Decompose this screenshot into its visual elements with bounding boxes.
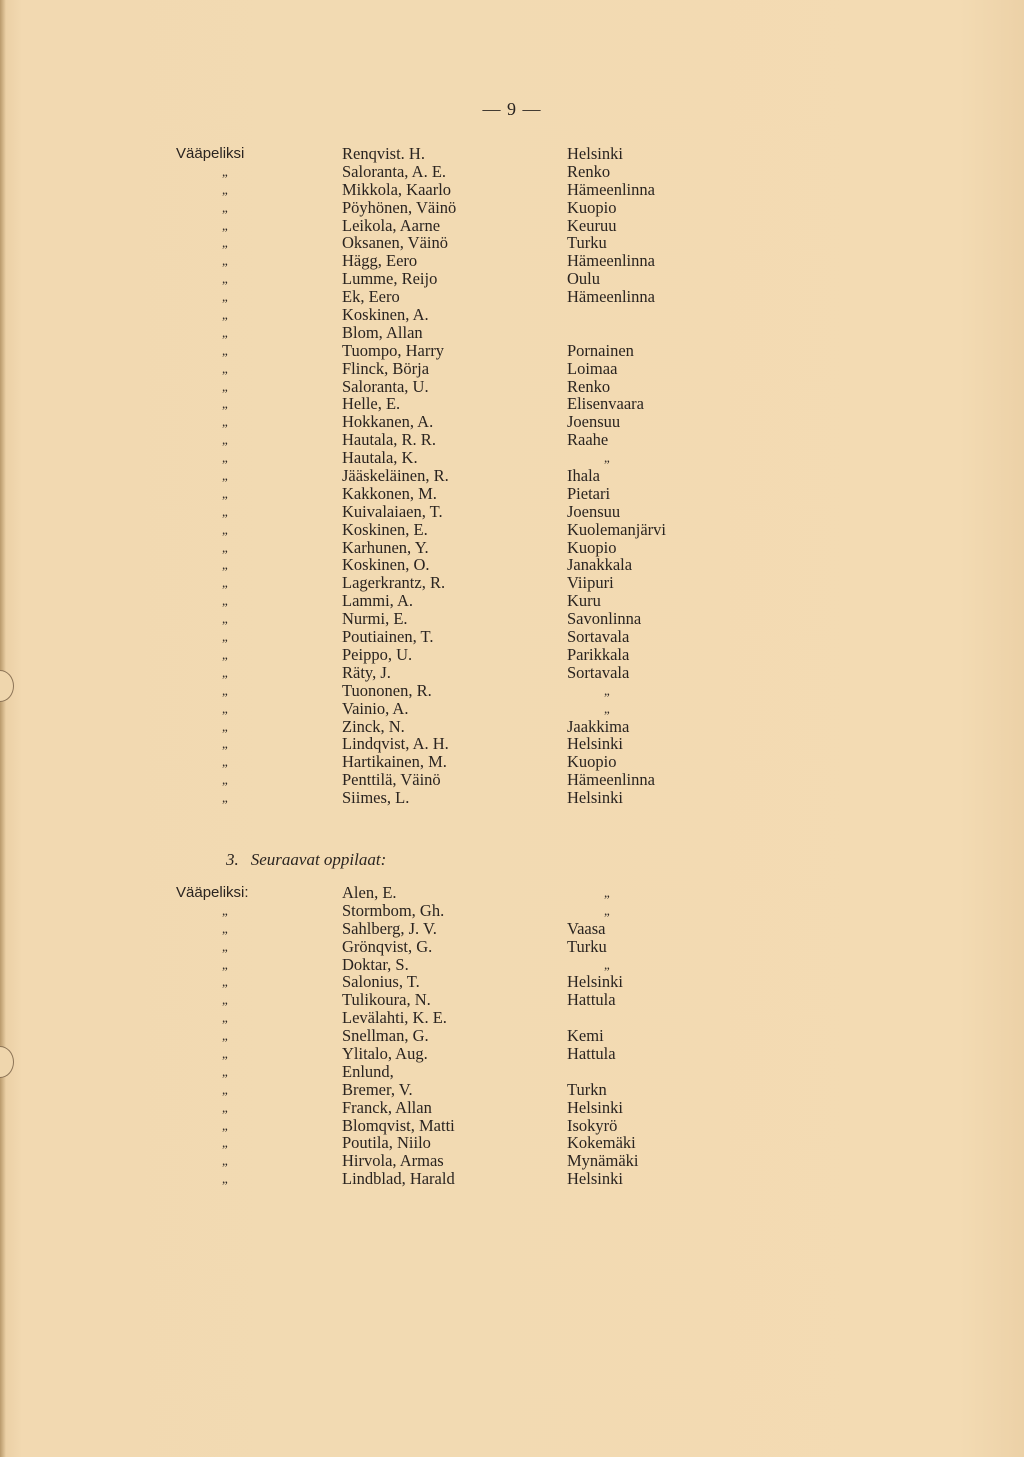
home-place: Hämeenlinna — [567, 770, 655, 790]
home-place: Joensuu — [567, 412, 621, 432]
list-row — [0, 1063, 1024, 1081]
list-row — [0, 771, 1024, 789]
ditto-mark: „ — [222, 163, 228, 179]
person-name: Nurmi, E. — [342, 609, 408, 629]
home-place: Joensuu — [567, 501, 621, 521]
person-name: Penttilä, Väinö — [342, 770, 441, 790]
person-name: Lagerkrantz, R. — [342, 573, 446, 593]
list-row — [0, 252, 1024, 270]
person-name: Hautala, K. — [342, 448, 418, 468]
person-name: Flinck, Börja — [342, 358, 430, 378]
ditto-mark: „ — [222, 521, 228, 537]
rank-label: Vääpeliksi — [176, 145, 245, 162]
list-row — [0, 270, 1024, 288]
ditto-mark: „ — [222, 414, 228, 430]
person-name: Leikola, Aarne — [342, 215, 441, 235]
ditto-mark: „ — [222, 718, 228, 734]
ditto-mark: „ — [222, 790, 228, 806]
list-row — [0, 234, 1024, 252]
ditto-mark: „ — [222, 938, 228, 954]
list-row — [0, 902, 1024, 920]
list-row — [0, 1045, 1024, 1063]
ditto-mark: „ — [222, 629, 228, 645]
person-name: Mikkola, Kaarlo — [342, 179, 452, 199]
home-place: Helsinki — [567, 1097, 623, 1117]
list-row — [0, 938, 1024, 956]
home-place: Kokemäki — [567, 1133, 636, 1153]
list-row — [0, 973, 1024, 991]
home-place: Renko — [567, 376, 611, 396]
ditto-mark: „ — [222, 539, 228, 555]
list-row — [0, 610, 1024, 628]
list-row — [0, 956, 1024, 974]
list-row — [0, 1099, 1024, 1117]
list-row — [0, 556, 1024, 574]
list-row — [0, 574, 1024, 592]
home-place: Janakkala — [567, 555, 633, 575]
home-place: Hattula — [567, 990, 616, 1010]
list-row — [0, 1134, 1024, 1152]
ditto-mark: „ — [222, 396, 228, 412]
home-place: „ — [604, 700, 610, 716]
home-place: Pornainen — [567, 340, 634, 360]
ditto-mark: „ — [222, 664, 228, 680]
person-name: Ek, Eero — [342, 287, 400, 307]
home-place: Helsinki — [567, 788, 623, 808]
list-row — [0, 789, 1024, 807]
home-place: Kemi — [567, 1026, 604, 1046]
person-name: Salonius, T. — [342, 972, 420, 992]
ditto-mark: „ — [222, 217, 228, 233]
home-place: Helsinki — [567, 734, 623, 754]
home-place: Helsinki — [567, 1169, 623, 1189]
person-name: Tulikoura, N. — [342, 990, 431, 1010]
list-row — [0, 467, 1024, 485]
ditto-mark: „ — [222, 1081, 228, 1097]
person-name: Doktar, S. — [342, 954, 409, 974]
person-name: Lindblad, Harald — [342, 1169, 455, 1189]
person-name: Blom, Allan — [342, 322, 423, 342]
home-place: Kuopio — [567, 537, 617, 557]
ditto-mark: „ — [222, 1010, 228, 1026]
home-place: Hämeenlinna — [567, 179, 655, 199]
ditto-mark: „ — [222, 593, 228, 609]
home-place: Elisenvaara — [567, 394, 644, 414]
ditto-mark: „ — [222, 902, 228, 918]
list-row — [0, 449, 1024, 467]
person-name: Oksanen, Väinö — [342, 233, 449, 253]
person-name: Poutila, Niilo — [342, 1133, 431, 1153]
list-row — [0, 700, 1024, 718]
person-name: Lumme, Reijo — [342, 269, 438, 289]
person-name: Vainio, A. — [342, 698, 409, 718]
list-row — [0, 884, 1024, 902]
list-row — [0, 163, 1024, 181]
person-name: Hautala, R. R. — [342, 430, 436, 450]
ditto-mark: „ — [222, 485, 228, 501]
ditto-mark: „ — [222, 682, 228, 698]
person-name: Ylitalo, Aug. — [342, 1044, 428, 1064]
person-name: Sahlberg, J. V. — [342, 918, 437, 938]
home-place: Keuruu — [567, 215, 617, 235]
section-heading — [226, 850, 386, 870]
list-row — [0, 539, 1024, 557]
rank-label: Vääpeliksi: — [176, 884, 249, 901]
list-row — [0, 199, 1024, 217]
list-row — [0, 181, 1024, 199]
home-place: Pietari — [567, 483, 611, 503]
list-row — [0, 413, 1024, 431]
home-place: Raahe — [567, 430, 609, 450]
person-name: Snellman, G. — [342, 1026, 429, 1046]
home-place: Hämeenlinna — [567, 287, 655, 307]
ditto-mark: „ — [222, 700, 228, 716]
home-place: Vaasa — [567, 918, 606, 938]
home-place: Kuopio — [567, 197, 617, 217]
home-place: Savonlinna — [567, 609, 642, 629]
person-name: Hokkanen, A. — [342, 412, 434, 432]
person-name: Saloranta, A. E. — [342, 161, 447, 181]
ditto-mark: „ — [222, 235, 228, 251]
person-name: Levälahti, K. E. — [342, 1008, 447, 1028]
person-name: Jääskeläinen, R. — [342, 466, 449, 486]
section-title: Seuraavat oppilaat: — [250, 850, 387, 869]
list-row — [0, 1027, 1024, 1045]
list-row — [0, 324, 1024, 342]
list-row — [0, 485, 1024, 503]
person-name: Saloranta, U. — [342, 376, 429, 396]
list-row — [0, 1009, 1024, 1027]
person-name: Alen, E. — [342, 883, 397, 902]
home-place: Turku — [567, 936, 607, 956]
home-place: Loimaa — [567, 358, 618, 378]
home-place: Parikkala — [567, 644, 630, 664]
home-place: Isokyrö — [567, 1115, 618, 1135]
list-row — [0, 592, 1024, 610]
ditto-mark: „ — [222, 1171, 228, 1187]
person-name: Kakkonen, M. — [342, 483, 437, 503]
ditto-mark: „ — [222, 378, 228, 394]
ditto-mark: „ — [222, 271, 228, 287]
ditto-mark: „ — [222, 1153, 228, 1169]
ditto-mark: „ — [222, 307, 228, 323]
list-row — [0, 718, 1024, 736]
ditto-mark: „ — [222, 1063, 228, 1079]
home-place: Mynämäki — [567, 1151, 639, 1171]
person-name: Peippo, U. — [342, 644, 413, 664]
section-number: 3. — [226, 850, 239, 869]
home-place: Hattula — [567, 1044, 616, 1064]
ditto-mark: „ — [222, 1099, 228, 1115]
list-row — [0, 920, 1024, 938]
promotion-list-1 — [0, 145, 1024, 807]
person-name: Grönqvist, G. — [342, 936, 433, 956]
ditto-mark: „ — [222, 557, 228, 573]
home-place: Hämeenlinna — [567, 251, 655, 271]
ditto-mark: „ — [222, 736, 228, 752]
list-row — [0, 306, 1024, 324]
list-row — [0, 342, 1024, 360]
home-place: Renko — [567, 161, 611, 181]
list-row — [0, 360, 1024, 378]
person-name: Hägg, Eero — [342, 251, 418, 271]
list-row — [0, 753, 1024, 771]
ditto-mark: „ — [222, 1028, 228, 1044]
person-name: Tuononen, R. — [342, 680, 432, 700]
home-place: „ — [604, 885, 610, 900]
home-place: Helsinki — [567, 144, 623, 163]
person-name: Renqvist. H. — [342, 144, 425, 163]
person-name: Karhunen, Y. — [342, 537, 429, 557]
ditto-mark: „ — [222, 772, 228, 788]
list-row — [0, 1170, 1024, 1188]
home-place: Sortavala — [567, 627, 630, 647]
list-row — [0, 1117, 1024, 1135]
person-name: Lammi, A. — [342, 591, 414, 611]
person-name: Blomqvist, Matti — [342, 1115, 455, 1135]
ditto-mark: „ — [222, 575, 228, 591]
list-row — [0, 682, 1024, 700]
home-place: „ — [604, 956, 610, 972]
ditto-mark: „ — [222, 468, 228, 484]
ditto-mark: „ — [222, 611, 228, 627]
home-place: „ — [604, 902, 610, 918]
home-place: Kuolemanjärvi — [567, 519, 666, 539]
ditto-mark: „ — [222, 181, 228, 197]
ditto-mark: „ — [222, 992, 228, 1008]
home-place: Ihala — [567, 466, 600, 486]
person-name: Franck, Allan — [342, 1097, 432, 1117]
home-place: „ — [604, 450, 610, 466]
person-name: Tuompo, Harry — [342, 340, 445, 360]
list-row — [0, 217, 1024, 235]
home-place: Kuru — [567, 591, 601, 611]
ditto-mark: „ — [222, 324, 228, 340]
list-row — [0, 646, 1024, 664]
person-name: Helle, E. — [342, 394, 401, 414]
list-row — [0, 431, 1024, 449]
ditto-mark: „ — [222, 503, 228, 519]
list-row — [0, 503, 1024, 521]
home-place: „ — [604, 682, 610, 698]
ditto-mark: „ — [222, 342, 228, 358]
home-place: Oulu — [567, 269, 600, 289]
person-name: Koskinen, E. — [342, 519, 428, 539]
ditto-mark: „ — [222, 1117, 228, 1133]
ditto-mark: „ — [222, 974, 228, 990]
list-row — [0, 521, 1024, 539]
person-name: Koskinen, O. — [342, 555, 430, 575]
ditto-mark: „ — [222, 1135, 228, 1151]
list-row — [0, 664, 1024, 682]
home-place: Helsinki — [567, 972, 623, 992]
list-row — [0, 378, 1024, 396]
person-name: Pöyhönen, Väinö — [342, 197, 457, 217]
person-name: Hartikainen, M. — [342, 752, 447, 772]
ditto-mark: „ — [222, 646, 228, 662]
list-row — [0, 735, 1024, 753]
home-place: Jaakkima — [567, 716, 630, 736]
list-row — [0, 1152, 1024, 1170]
home-place: Viipuri — [567, 573, 614, 593]
list-row — [0, 288, 1024, 306]
person-name: Koskinen, A. — [342, 305, 429, 325]
person-name: Lindqvist, A. H. — [342, 734, 449, 754]
person-name: Siimes, L. — [342, 788, 410, 808]
ditto-mark: „ — [222, 450, 228, 466]
home-place: Sortavala — [567, 662, 630, 682]
ditto-mark: „ — [222, 754, 228, 770]
home-place: Turku — [567, 233, 607, 253]
home-place: Turkn — [567, 1079, 607, 1099]
list-row — [0, 628, 1024, 646]
ditto-mark: „ — [222, 253, 228, 269]
person-name: Bremer, V. — [342, 1079, 413, 1099]
person-name: Kuivalaiaen, T. — [342, 501, 443, 521]
person-name: Hirvola, Armas — [342, 1151, 444, 1171]
person-name: Enlund, — [342, 1061, 394, 1081]
ditto-mark: „ — [222, 920, 228, 936]
person-name: Räty, J. — [342, 662, 391, 682]
ditto-mark: „ — [222, 432, 228, 448]
list-row — [0, 395, 1024, 413]
promotion-list-2 — [0, 884, 1024, 1188]
ditto-mark: „ — [222, 360, 228, 376]
list-row — [0, 145, 1024, 163]
person-name: Stormbom, Gh. — [342, 900, 445, 920]
list-row — [0, 991, 1024, 1009]
home-place: Kuopio — [567, 752, 617, 772]
ditto-mark: „ — [222, 1046, 228, 1062]
ditto-mark: „ — [222, 956, 228, 972]
ditto-mark: „ — [222, 289, 228, 305]
list-row — [0, 1081, 1024, 1099]
person-name: Poutiainen, T. — [342, 627, 434, 647]
ditto-mark: „ — [222, 199, 228, 215]
person-name: Zinck, N. — [342, 716, 405, 736]
page-number: — 9 — — [482, 99, 542, 119]
